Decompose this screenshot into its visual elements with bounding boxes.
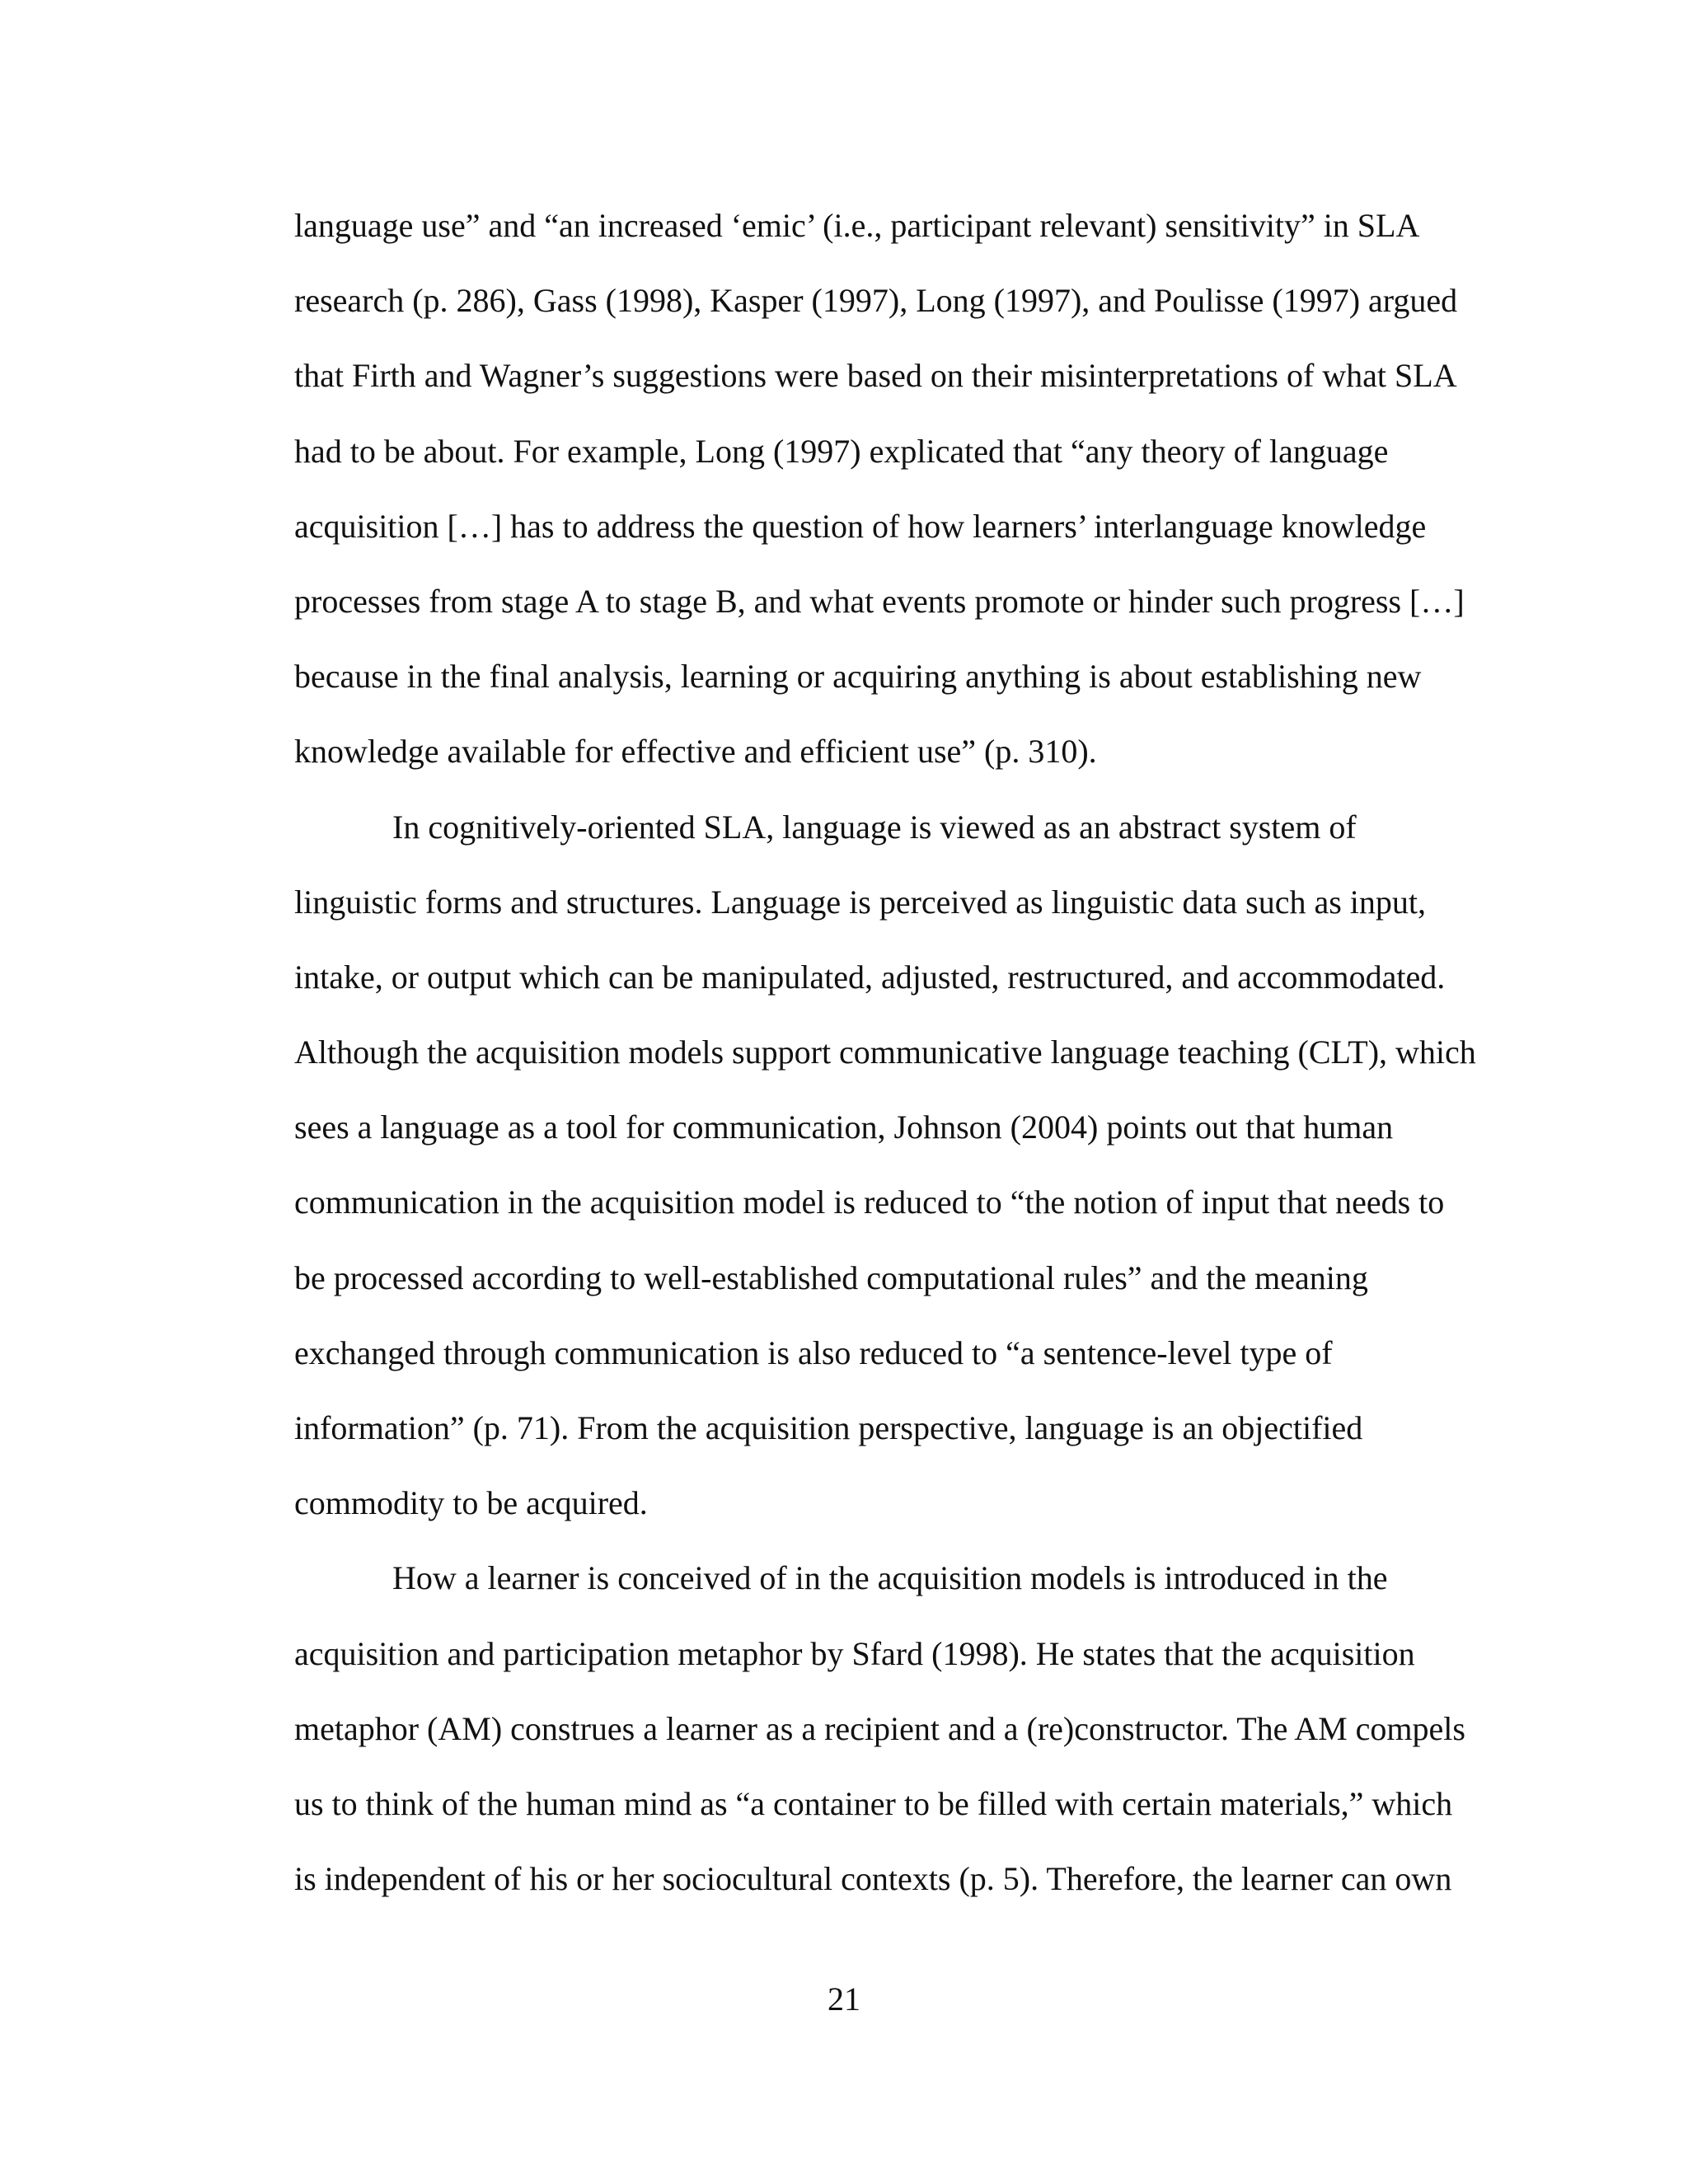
page-number: 21	[828, 1980, 860, 2018]
text-line: research (p. 286), Gass (1998), Kasper (1997), Long (1997), and Poulisse (1997) argued	[294, 282, 1458, 320]
paragraph-first-line: How a learner is conceived of in the acquisition models is introduced in the	[392, 1559, 1388, 1597]
paragraph-first-line: In cognitively-oriented SLA, language is viewed as an abstract system of	[392, 808, 1357, 846]
text-line: commodity to be acquired.	[294, 1484, 648, 1522]
text-line: processes from stage A to stage B, and what events promote or hinder such progress […]	[294, 582, 1465, 620]
text-line: exchanged through communication is also reduced to “a sentence-level type of	[294, 1333, 1333, 1371]
text-line: linguistic forms and structures. Language is perceived as linguistic data such as input,	[294, 883, 1426, 921]
text-line: be processed according to well-established computational rules” and the meaning	[294, 1258, 1368, 1296]
text-line: knowledge available for effective and efficient use” (p. 310).	[294, 733, 1097, 771]
text-line: us to think of the human mind as “a container to be filled with certain materials,” which	[294, 1784, 1453, 1822]
text-line: that Firth and Wagner’s suggestions were based on their misinterpretations of what SLA	[294, 357, 1457, 395]
text-line: had to be about. For example, Long (1997) explicated that “any theory of language	[294, 432, 1389, 470]
text-line: acquisition and participation metaphor by Sfard (1998). He states that the acquisition	[294, 1634, 1415, 1672]
text-line: acquisition […] has to address the question of how learners’ interlanguage knowledge	[294, 507, 1427, 545]
text-line: metaphor (AM) construes a learner as a recipient and a (re)constructor. The AM compels	[294, 1709, 1465, 1747]
body-text	[294, 188, 1489, 1916]
text-line: sees a language as a tool for communication, Johnson (2004) points out that human	[294, 1108, 1394, 1146]
text-line: communication in the acquisition model is reduced to “the notion of input that needs to	[294, 1183, 1445, 1221]
text-line: because in the final analysis, learning or acquiring anything is about establishing new	[294, 658, 1422, 696]
text-line: language use” and “an increased ‘emic’ (i.e., participant relevant) sensitivity” in SLA	[294, 207, 1420, 244]
text-line: Although the acquisition models support communicative language teaching (CLT), which	[294, 1033, 1476, 1071]
text-line: is independent of his or her sociocultural contexts (p. 5). Therefore, the learner can own	[294, 1860, 1452, 1898]
text-line: intake, or output which can be manipulated, adjusted, restructured, and accommodated.	[294, 958, 1446, 996]
text-line: information” (p. 71). From the acquisition perspective, language is an objectified	[294, 1409, 1363, 1446]
